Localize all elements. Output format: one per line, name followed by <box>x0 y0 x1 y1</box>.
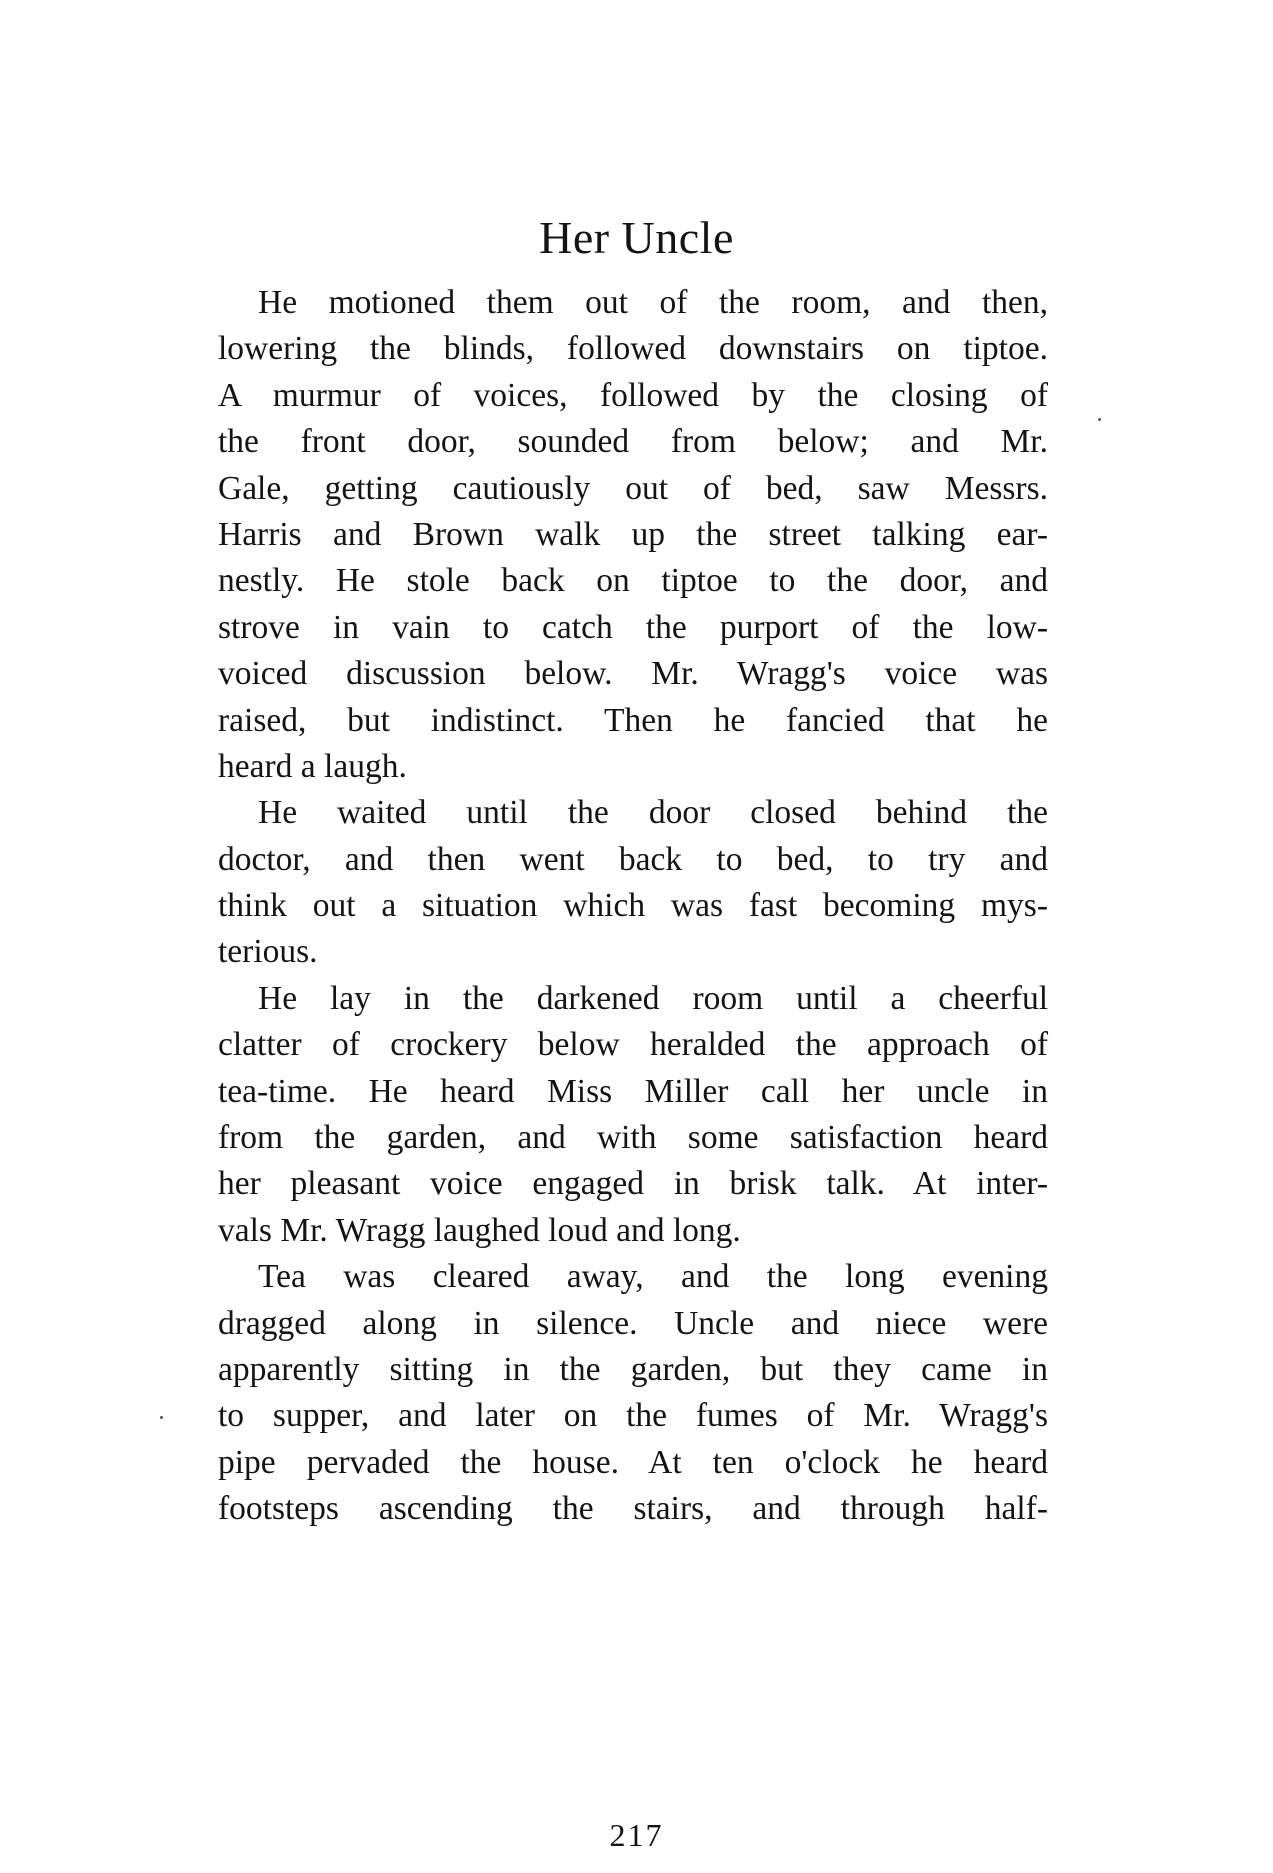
paragraph-1-line-10: raised, but indistinct. Then he fancied that he <box>218 701 1048 739</box>
paragraph-2-line-3: think out a situation which was fast becoming mys- <box>218 887 1048 925</box>
paragraph-1-line-1: He motioned them out of the room, and then, <box>258 284 1048 321</box>
paragraph-3-line-4: from the garden, and with some satisfaction heard <box>218 1119 1048 1157</box>
running-head: Her Uncle <box>539 212 734 263</box>
paragraph-1-line-4: the front door, sounded from below; and Mr. <box>218 423 1048 461</box>
paragraph-2-line-2: doctor, and then went back to bed, to try and <box>218 840 1048 878</box>
scan-speck <box>1098 418 1101 421</box>
paragraph-3-line-1: He lay in the darkened room until a cheerful <box>258 979 1048 1017</box>
paragraph-3-line-6: vals Mr. Wragg laughed loud and long. <box>218 1211 741 1249</box>
paragraph-4-line-2: dragged along in silence. Uncle and niece were <box>218 1304 1048 1342</box>
paragraph-4-line-6: footsteps ascending the stairs, and through half- <box>218 1490 1048 1528</box>
paragraph-1-line-5: Gale, getting cautiously out of bed, saw Messrs. <box>218 469 1048 507</box>
paragraph-2-line-4: terious. <box>218 933 318 971</box>
paragraph-4-line-3: apparently sitting in the garden, but they came in <box>218 1350 1048 1388</box>
body-text <box>218 280 1048 1533</box>
paragraph-4-line-5: pipe pervaded the house. At ten o'clock he heard <box>218 1443 1048 1481</box>
paragraph-4-line-4: to supper, and later on the fumes of Mr. Wragg's <box>218 1397 1048 1435</box>
paragraph-1-line-3: A murmur of voices, followed by the closing of <box>218 376 1048 414</box>
paragraph-1-line-9: voiced discussion below. Mr. Wragg's voice was <box>218 655 1048 693</box>
paragraph-1-line-8: strove in vain to catch the purport of the low- <box>218 608 1048 646</box>
scan-speck <box>160 1416 163 1419</box>
page-number: 217 <box>609 1817 664 1853</box>
paragraph-2-line-1: He waited until the door closed behind the <box>258 794 1048 832</box>
paragraph-4-line-1: Tea was cleared away, and the long evening <box>258 1258 1048 1296</box>
paragraph-3-line-3: tea-time. He heard Miss Miller call her uncle in <box>218 1072 1048 1110</box>
paragraph-1-line-7: nestly. He stole back on tiptoe to the door, and <box>218 562 1048 600</box>
paragraph-1-line-2: lowering the blinds, followed downstairs on tiptoe. <box>218 330 1048 368</box>
paragraph-3-line-2: clatter of crockery below heralded the approach of <box>218 1026 1048 1064</box>
paragraph-1-line-6: Harris and Brown walk up the street talking ear- <box>218 515 1048 553</box>
paragraph-1-line-11: heard a laugh. <box>218 747 407 785</box>
paragraph-3-line-5: her pleasant voice engaged in brisk talk. At inter- <box>218 1165 1048 1203</box>
